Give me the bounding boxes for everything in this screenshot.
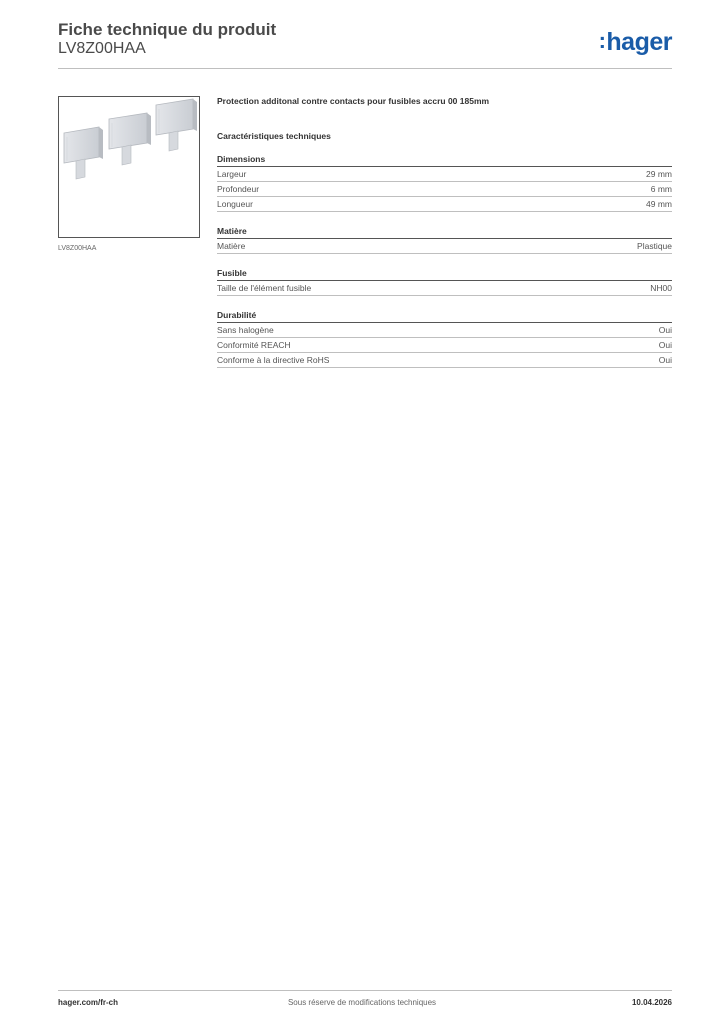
section-title: Fusible [217, 268, 672, 281]
product-image [58, 96, 200, 238]
spec-label: Matière [217, 241, 246, 251]
product-details [217, 96, 672, 368]
logo-mark: : [598, 28, 606, 53]
footer-date: 10.04.2026 [631, 998, 672, 1007]
section-material [217, 226, 672, 254]
spec-value: Oui [658, 340, 672, 350]
spec-value: NH00 [650, 283, 672, 293]
footer-divider [58, 990, 672, 991]
cover-part-2 [109, 113, 151, 165]
section-title: Dimensions [217, 154, 672, 167]
spec-label: Longueur [217, 199, 253, 209]
section-title: Durabilité [217, 310, 672, 323]
header-divider [58, 68, 672, 69]
spec-row [217, 197, 672, 212]
section-durability [217, 310, 672, 368]
section-fuse [217, 268, 672, 296]
spec-label: Conforme à la directive RoHS [217, 355, 330, 365]
cover-part-3 [156, 99, 197, 151]
spec-value: 6 mm [650, 184, 672, 194]
spec-value: Plastique [637, 241, 672, 251]
spec-label: Largeur [217, 169, 247, 179]
spec-row [217, 323, 672, 338]
spec-row [217, 281, 672, 296]
spec-row [217, 353, 672, 368]
spec-label: Sans halogène [217, 325, 274, 335]
logo-text: hager [606, 28, 672, 56]
spec-label: Taille de l'élément fusible [217, 283, 312, 293]
product-image-caption: LV8Z00HAA [58, 245, 97, 252]
spec-row [217, 182, 672, 197]
footer-website-link[interactable]: hager.com/fr-ch [58, 998, 119, 1007]
tech-characteristics-title: Caractéristiques techniques [217, 131, 331, 141]
footer-notice: Sous réserve de modifications techniques [287, 998, 437, 1007]
spec-value: 29 mm [646, 169, 672, 179]
page-title: Fiche technique du produit [58, 20, 277, 39]
section-title: Matière [217, 226, 672, 239]
product-description: Protection additonal contre contacts pour fusibles accru 00 185mm [217, 96, 490, 106]
spec-row [217, 239, 672, 254]
spec-row [217, 167, 672, 182]
spec-value: Oui [658, 355, 672, 365]
hager-logo[interactable] [599, 28, 672, 57]
product-illustration [59, 97, 199, 237]
section-dimensions [217, 154, 672, 212]
spec-label: Conformité REACH [217, 340, 291, 350]
spec-value: Oui [658, 325, 672, 335]
product-reference: LV8Z00HAA [58, 40, 146, 57]
spec-label: Profondeur [217, 184, 260, 194]
spec-row [217, 338, 672, 353]
cover-part-1 [64, 127, 103, 179]
spec-value: 49 mm [646, 199, 672, 209]
